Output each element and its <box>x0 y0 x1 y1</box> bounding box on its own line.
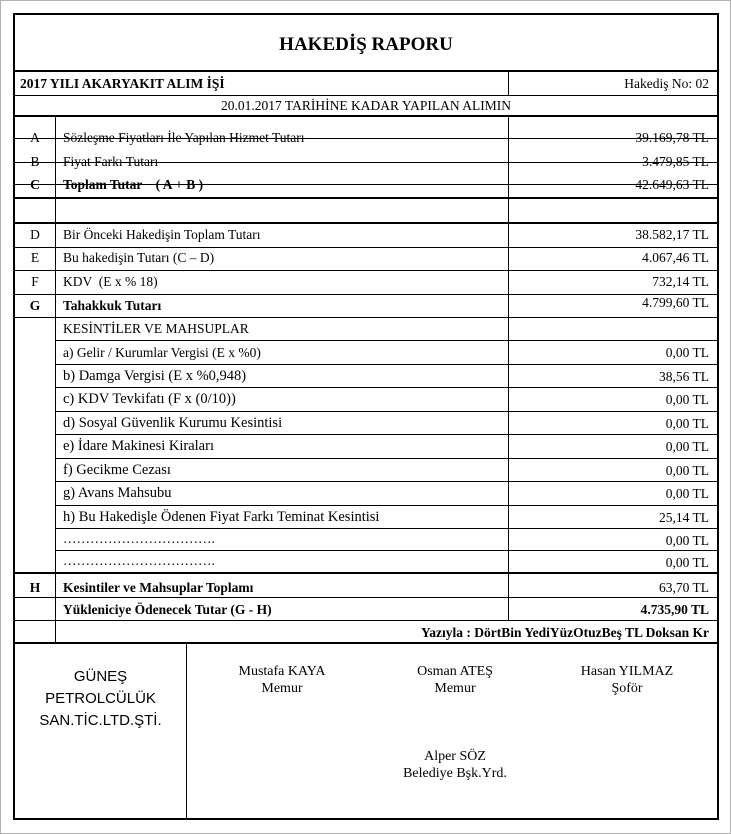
signatory <box>212 663 352 697</box>
deduction-label: a) Gelir / Kurumlar Vergisi (E x %0) <box>63 345 261 360</box>
company-line: SAN.TİC.LTD.ŞTİ. <box>39 712 162 729</box>
deduction-value: 25,14 TL <box>659 510 709 525</box>
approver <box>385 748 525 782</box>
row-value: 3.479,85 TL <box>642 154 709 169</box>
divider <box>15 70 717 72</box>
row-label: Bir Önceki Hakedişin Toplam Tutarı <box>63 227 261 242</box>
deduction-value: 0,00 TL <box>665 416 709 431</box>
signatory-name: Hasan YILMAZ <box>580 664 674 679</box>
deduction-value: 0,00 TL <box>665 555 709 570</box>
deduction-label: d) Sosyal Güvenlik Kurumu Kesintisi <box>63 415 283 431</box>
payable-label: Yükleniciye Ödenecek Tutar (G - H) <box>63 602 272 617</box>
divider <box>55 550 717 551</box>
deduction-label: b) Damga Vergisi (E x %0,948) <box>63 368 247 384</box>
deduction-value: 0,00 TL <box>665 392 709 407</box>
divider <box>15 222 717 224</box>
row-value: 4.799,60 TL <box>642 295 709 310</box>
divider <box>15 294 717 295</box>
period-subtitle: 20.01.2017 TARİHİNE KADAR YAPILAN ALIMIN <box>221 98 511 113</box>
row-label: Sözleşme Fiyatları İle Yapılan Hizmet Tutarı <box>63 130 305 145</box>
divider <box>15 270 717 271</box>
signatory <box>557 663 697 697</box>
approver-title: Belediye Bşk.Yrd. <box>403 766 507 781</box>
deduction-label: ……………………………. <box>63 531 215 546</box>
row-value: 39.169,78 TL <box>635 130 709 145</box>
row-value: 38.582,17 TL <box>635 227 709 242</box>
row-label: Fiyat Farkı Tutarı <box>63 154 159 169</box>
divider <box>15 597 717 598</box>
divider <box>15 317 717 318</box>
divider <box>15 95 717 96</box>
divider <box>55 364 717 365</box>
approver-name: Alper SÖZ <box>424 749 486 764</box>
signatory-title: Memur <box>261 681 303 696</box>
divider <box>55 481 717 482</box>
row-label: Kesintiler ve Mahsuplar Toplamı <box>63 580 254 595</box>
deduction-value: 0,00 TL <box>665 463 709 478</box>
row-code: H <box>29 580 41 595</box>
divider <box>55 411 717 412</box>
deduction-label: e) İdare Makinesi Kiraları <box>63 438 214 454</box>
signatory <box>385 663 525 697</box>
deduction-value: 0,00 TL <box>665 486 709 501</box>
deduction-value: 38,56 TL <box>659 369 709 384</box>
row-code: B <box>30 154 40 169</box>
divider <box>508 70 509 95</box>
divider <box>15 115 717 117</box>
contractor-name <box>15 666 186 732</box>
deduction-label: ……………………………. <box>63 553 215 568</box>
divider <box>55 458 717 459</box>
divider <box>55 115 56 642</box>
row-label: Toplam Tutar ( A + B ) <box>63 177 204 192</box>
row-code: G <box>29 298 41 313</box>
signatory-title: Memur <box>434 681 476 696</box>
divider <box>55 434 717 435</box>
signatory-name: Osman ATEŞ <box>417 664 493 679</box>
report-frame <box>13 13 719 820</box>
divider <box>15 620 717 621</box>
row-value: 63,70 TL <box>659 580 709 595</box>
divider <box>15 572 717 574</box>
deduction-value: 0,00 TL <box>665 345 709 360</box>
amount-in-words: Yazıyla : DörtBin YediYüzOtuzBeş TL Doksan Kr <box>420 625 709 640</box>
divider <box>55 387 717 388</box>
divider <box>15 247 717 248</box>
row-value: 4.067,46 TL <box>642 250 709 265</box>
row-value: 42.649,63 TL <box>635 177 709 192</box>
divider <box>55 340 717 341</box>
row-code: D <box>30 227 40 242</box>
deduction-label: f) Gecikme Cezası <box>63 462 171 478</box>
row-code: A <box>30 130 40 145</box>
report-title: HAKEDİŞ RAPORU <box>279 34 453 55</box>
deduction-label: h) Bu Hakedişle Ödenen Fiyat Farkı Teminat Kesintisi <box>63 509 380 525</box>
row-value: 732,14 TL <box>652 274 709 289</box>
row-label: KDV (E x % 18) <box>63 274 158 289</box>
divider <box>186 644 187 818</box>
company-line: PETROLCÜLÜK <box>45 690 156 707</box>
row-label: Bu hakedişin Tutarı (C – D) <box>63 250 215 265</box>
divider <box>508 115 509 620</box>
divider <box>15 197 717 199</box>
hakedis-no: Hakediş No: 02 <box>624 76 709 91</box>
deductions-title: KESİNTİLER VE MAHSUPLAR <box>63 321 249 336</box>
divider <box>55 528 717 529</box>
company-line: GÜNEŞ <box>73 668 128 685</box>
row-label: Tahakkuk Tutarı <box>63 298 162 313</box>
deduction-value: 0,00 TL <box>665 439 709 454</box>
payable-value: 4.735,90 TL <box>640 602 709 617</box>
row-code: F <box>31 274 39 289</box>
deduction-label: c) KDV Tevkifatı (F x (0/10)) <box>63 391 236 407</box>
signatory-title: Şoför <box>611 681 643 696</box>
divider <box>15 642 717 644</box>
row-code: C <box>30 177 40 192</box>
job-title: 2017 YILI AKARYAKIT ALIM İŞİ <box>20 76 225 91</box>
row-code: E <box>30 250 40 265</box>
signatory-name: Mustafa KAYA <box>238 664 326 679</box>
divider <box>55 505 717 506</box>
deduction-value: 0,00 TL <box>665 533 709 548</box>
deduction-label: g) Avans Mahsubu <box>63 485 172 501</box>
